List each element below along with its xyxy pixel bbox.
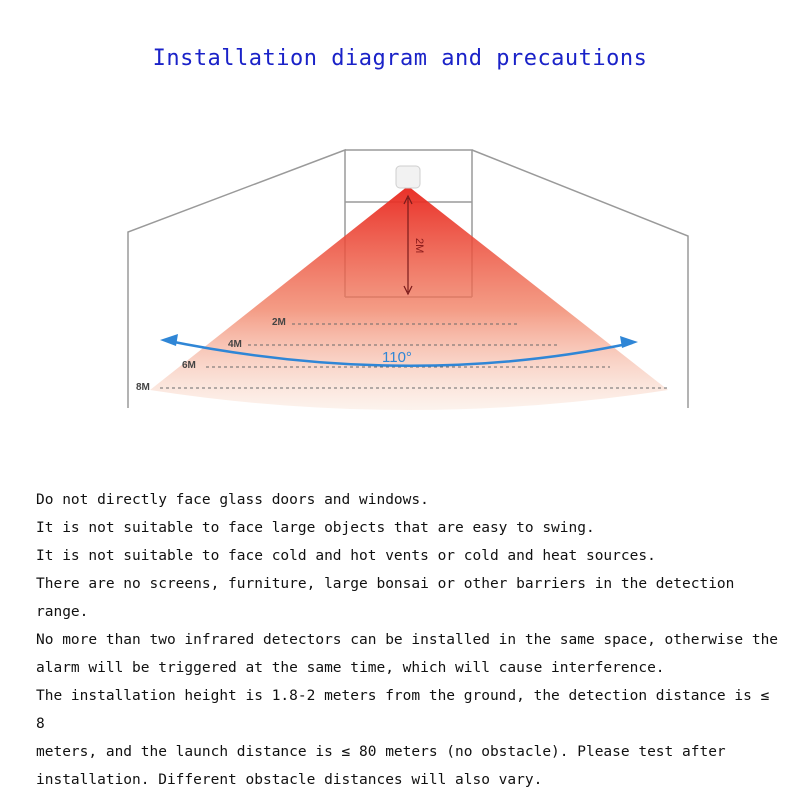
distance-label-8m: 8M: [136, 382, 150, 393]
precaution-line: meters, and the launch distance is ≤ 80 meters (no obstacle). Please test after: [36, 744, 726, 760]
detector-device: [396, 166, 420, 188]
precaution-line: It is not suitable to face cold and hot vents or cold and heat sources.: [36, 548, 656, 564]
height-label: 2M: [413, 238, 425, 254]
distance-label-4m: 4M: [228, 339, 242, 350]
precaution-line: Do not directly face glass doors and windows.: [36, 492, 429, 508]
distance-label-6m: 6M: [182, 360, 196, 371]
precaution-line: The installation height is 1.8-2 meters from the ground, the detection distance is ≤ 8: [36, 688, 779, 732]
detection-beam: [150, 186, 668, 410]
angle-label: 110°: [382, 349, 412, 366]
precaution-line: It is not suitable to face large objects that are easy to swing.: [36, 520, 595, 536]
precaution-line: There are no screens, furniture, large bonsai or other barriers in the detection range.: [36, 576, 744, 620]
page-title: Installation diagram and precautions: [152, 46, 648, 71]
precaution-line: installation. Different obstacle distances will also vary.: [36, 772, 543, 788]
precaution-line: No more than two infrared detectors can be installed in the same space, otherwise the: [36, 632, 779, 648]
distance-label-2m: 2M: [272, 317, 286, 328]
precaution-line: alarm will be triggered at the same time, which will cause interference.: [36, 660, 665, 676]
installation-diagram: [120, 140, 700, 430]
precautions-list: [36, 486, 786, 794]
